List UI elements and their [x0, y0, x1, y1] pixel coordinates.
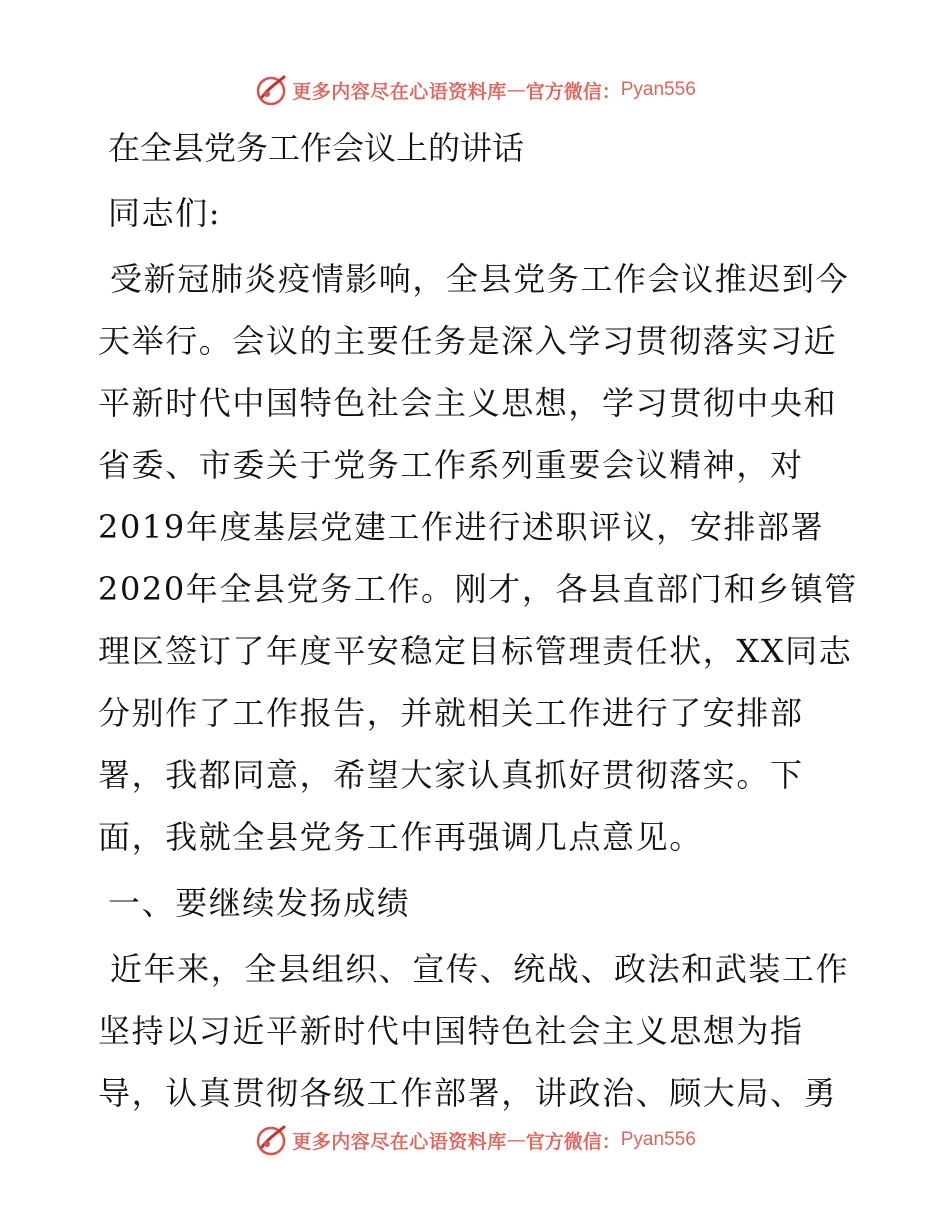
paragraph-1: 受新冠肺炎疫情影响，全县党务工作会议推迟到今天举行。会议的主要任务是深入学习贯彻落实习近平新时代中国特色社会主义思想，学习贯彻中央和省委、市委关于党务工作系列重要会议精神，对2019年度基层党建工作进行述职评议，安排部署2020年全县党务工作。刚才，各县直部门和乡镇管理区签订了年度平安稳定目标管理责任状，XX同志分别作了工作报告，并就相关工作进行了安排部署，我都同意，希望大家认真抓好贯彻落实。下面，我就全县党务工作再强调几点意见。: [98, 260, 858, 856]
watermark-banner-top: [0, 70, 950, 110]
banner-wechat-id: Pyan556: [620, 1129, 696, 1150]
brush-logo-icon: [254, 73, 288, 107]
banner-label: 官方微信：: [525, 1130, 621, 1153]
watermark-banner-bottom: [0, 1120, 950, 1160]
document-body: [98, 118, 860, 1128]
paragraph-2: 近年来，全县组织、宣传、统战、政法和武装工作坚持以习近平新时代中国特色社会主义思想为指导，认真贯彻各级工作部署，讲政治、顾大局、勇: [98, 950, 850, 1112]
banner-text: 更多内容尽在心语资料库: [292, 80, 507, 103]
document-title: 在全县党务工作会议上的讲话: [108, 129, 525, 167]
banner-separator: —: [506, 1129, 526, 1151]
banner-label: 官方微信：: [525, 80, 621, 103]
brush-logo-icon: [254, 1123, 288, 1157]
banner-separator: —: [506, 79, 526, 101]
section-heading-1: 一、要继续发扬成绩: [108, 884, 411, 922]
banner-text: 更多内容尽在心语资料库: [292, 1130, 507, 1153]
banner-wechat-id: Pyan556: [620, 79, 696, 100]
greeting: 同志们:: [108, 194, 222, 232]
